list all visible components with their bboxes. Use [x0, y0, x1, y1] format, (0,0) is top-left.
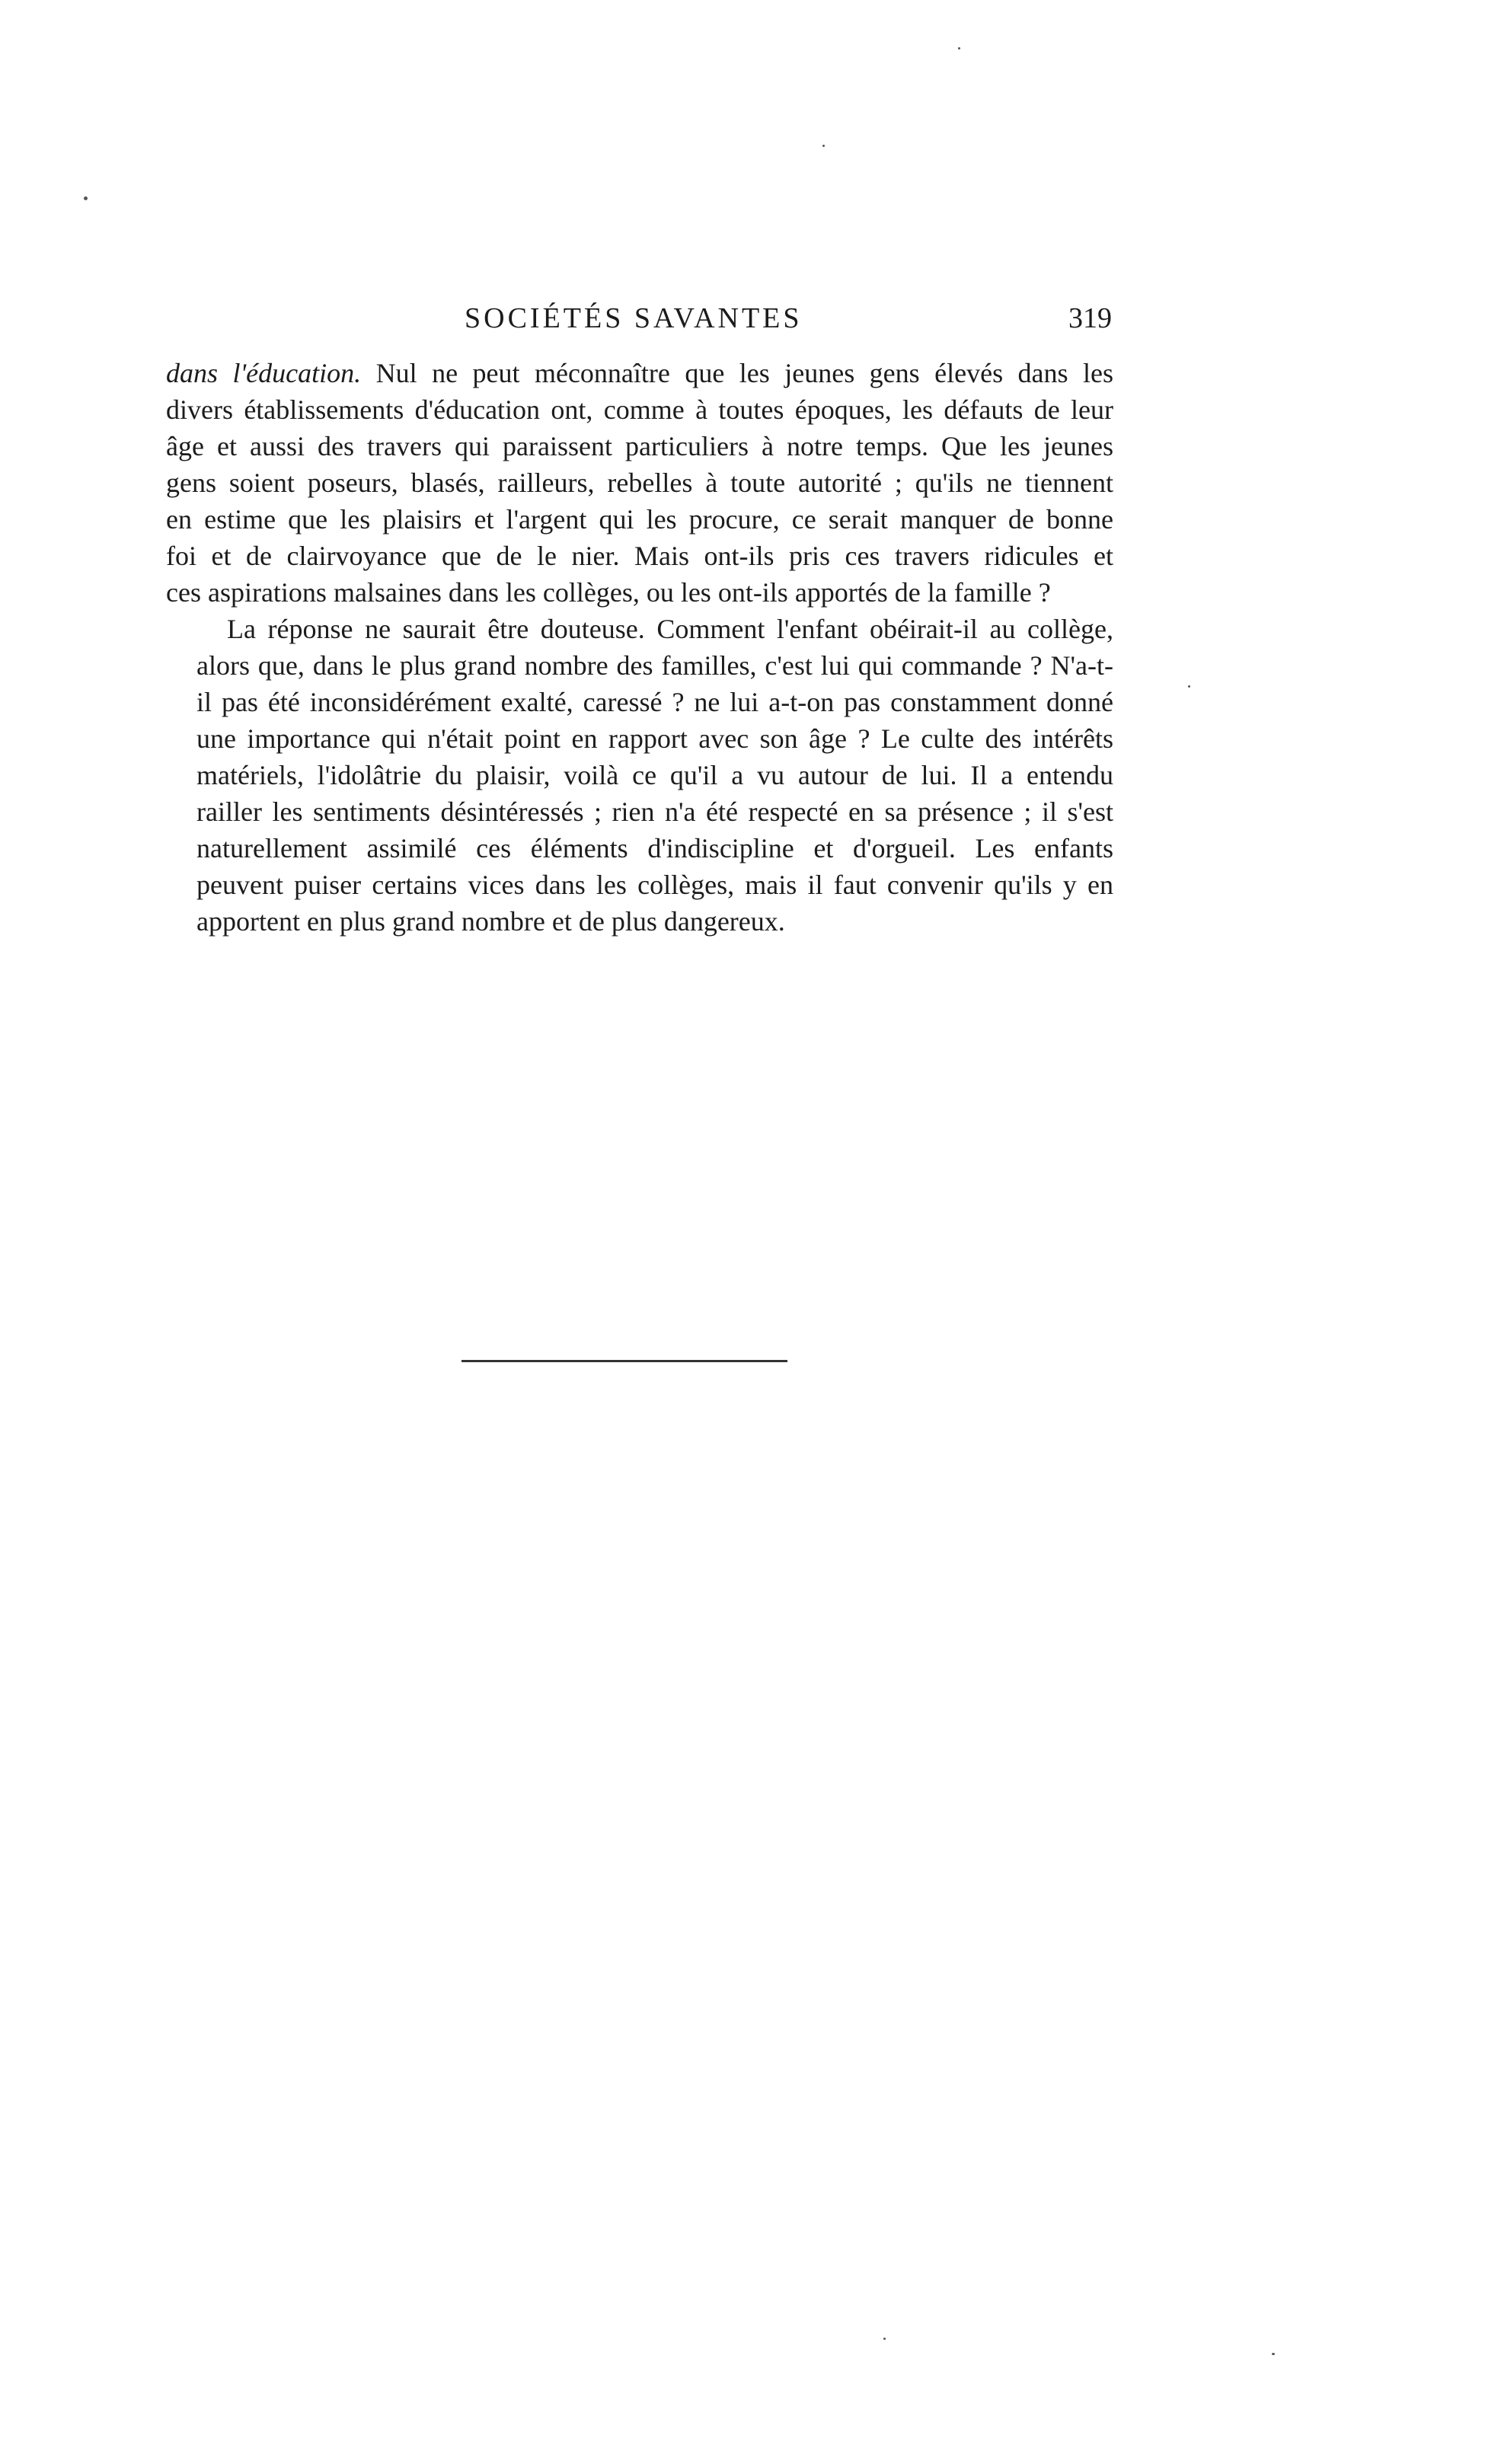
text-segment: Nul ne peut méconnaître que les jeunes gens élevés dans les: [361, 358, 1114, 388]
text-line: matériels, l'idolâtrie du plaisir, voilà ce qu'il a vu autour de lui. Il a entendu: [196, 760, 1113, 790]
running-title: SOCIÉTÉS SAVANTES: [465, 302, 803, 334]
text-line: naturellement assimilé ces éléments d'indiscipline et d'orgueil. Les enfants: [196, 833, 1113, 863]
text-line: railler les sentiments désintéressés ; rien n'a été respecté en sa présence ; il s'est: [196, 796, 1113, 827]
paragraph-2: [166, 611, 1113, 940]
body-text: [166, 355, 1113, 940]
page-number: 319: [1068, 302, 1112, 334]
text-line: âge et aussi des travers qui paraissent particuliers à notre temps. Que les jeunes: [166, 431, 1113, 461]
text-line: une importance qui n'était point en rapport avec son âge ? Le culte des intérêts: [196, 723, 1113, 754]
text-line: [166, 355, 1113, 391]
running-head: [168, 302, 1112, 344]
text-line: peuvent puiser certains vices dans les collèges, mais il faut convenir qu'ils y en: [196, 870, 1113, 900]
scan-speck: [883, 2338, 886, 2340]
scan-speck: [1188, 685, 1190, 688]
text-line: ces aspirations malsaines dans les collèges, ou les ont-ils apportés de la famille ?: [166, 577, 1051, 608]
text-line: divers établissements d'éducation ont, comme à toutes époques, les défauts de leur: [166, 394, 1113, 425]
scan-speck: [84, 196, 88, 200]
italic-lead: dans l'éducation.: [166, 358, 362, 388]
section-end-rule: [461, 1360, 787, 1362]
text-line: gens soient poseurs, blasés, railleurs, rebelles à toute autorité ; qu'ils ne tiennent: [166, 468, 1113, 498]
paragraph-1: [166, 355, 1113, 611]
scan-speck: [1272, 2353, 1275, 2355]
scan-speck: [822, 145, 825, 147]
text-line: en estime que les plaisirs et l'argent qui les procure, ce serait manquer de bonne: [166, 504, 1113, 535]
text-line: apportent en plus grand nombre et de plus dangereux.: [196, 906, 785, 937]
text-line: alors que, dans le plus grand nombre des familles, c'est lui qui commande ? N'a-t-: [196, 650, 1113, 681]
text-line: foi et de clairvoyance que de le nier. Mais ont-ils pris ces travers ridicules et: [166, 541, 1113, 571]
scan-speck: [958, 47, 960, 49]
text-line: La réponse ne saurait être douteuse. Comment l'enfant obéirait-il au collège,: [227, 614, 1113, 644]
text-line: il pas été inconsidérément exalté, caressé ? ne lui a-t-on pas constamment donné: [196, 687, 1113, 717]
